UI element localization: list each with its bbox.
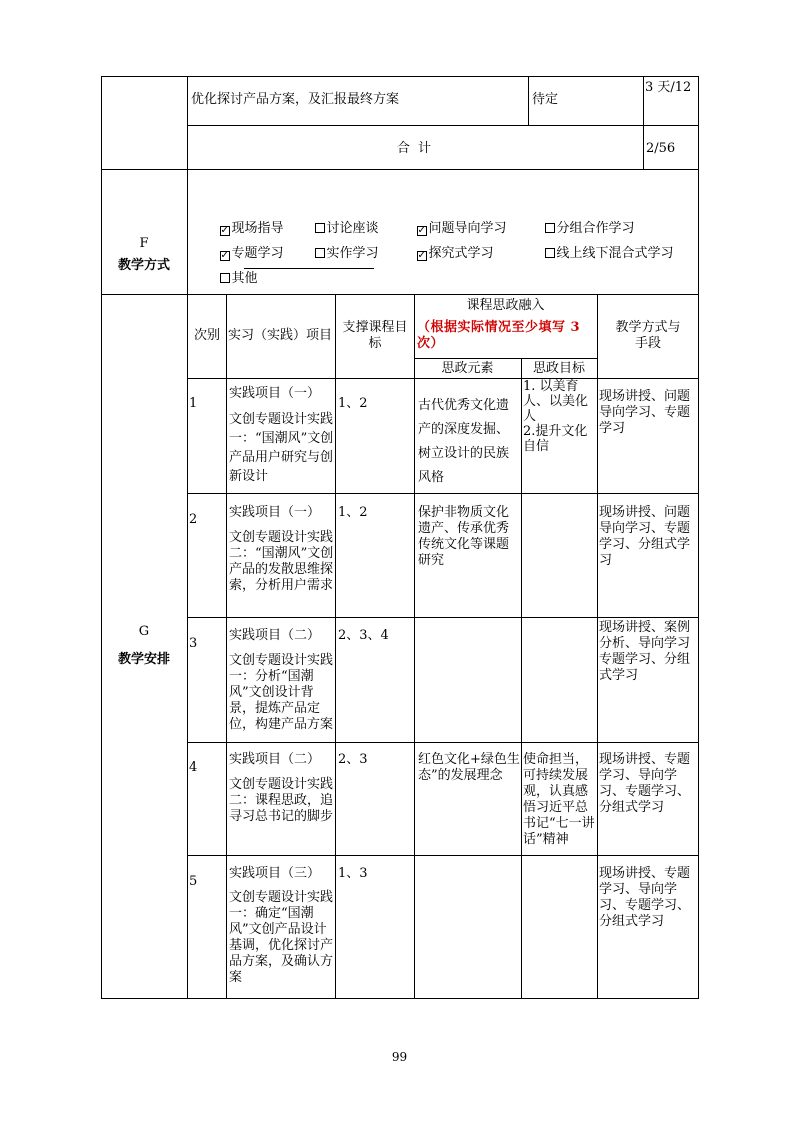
checkbox-checked-icon[interactable]: ✓ bbox=[220, 225, 229, 236]
section-g-title: 教学安排 bbox=[117, 652, 170, 667]
header-goal: 支撑课程目标 bbox=[342, 320, 408, 351]
row-desc: 文创专题设计实践一：确定“国潮风”文创产品设计基调，优化探讨产品方案，及确认方案 bbox=[229, 890, 334, 985]
option-label: 专题学习 bbox=[231, 246, 284, 261]
page-number: 99 bbox=[391, 1050, 408, 1064]
row-ideo-goal: 使命担当，可持续发展观，认真感悟习近平总书记“七一讲话”精神 bbox=[523, 752, 595, 847]
option-label: 探究式学习 bbox=[428, 246, 494, 261]
total-value: 2/56 bbox=[646, 141, 676, 156]
option-label: 其他 bbox=[231, 271, 258, 286]
checkbox-icon[interactable] bbox=[220, 273, 230, 283]
section-f-title: 教学方式 bbox=[117, 258, 170, 273]
checkbox-checked-icon[interactable]: ✓ bbox=[417, 225, 426, 236]
header-element: 思政元素 bbox=[441, 361, 494, 376]
row-goal: 1、2 bbox=[338, 396, 368, 411]
option-label: 讨论座谈 bbox=[326, 221, 379, 236]
plan-status-cell: 待定 bbox=[532, 92, 559, 107]
option-label: 问题导向学习 bbox=[428, 221, 507, 236]
option-label: 线上线下混合式学习 bbox=[556, 246, 674, 261]
row-desc: 文创专题设计实践一：分析“国潮风”文创设计背景，提炼产品定位，构建产品方案 bbox=[229, 653, 334, 732]
other-fill-line bbox=[244, 268, 374, 269]
row-goal: 1、3 bbox=[338, 866, 368, 881]
row-method: 现场讲授、问题导向学习、专题学习、分组式学习 bbox=[599, 505, 691, 568]
option-label: 实作学习 bbox=[326, 246, 379, 261]
row-method: 现场讲授、案例分析、导向学习专题学习、分组式学习 bbox=[599, 620, 691, 683]
checkbox-checked-icon[interactable]: ✓ bbox=[417, 250, 426, 261]
row-order: 3 bbox=[189, 636, 198, 651]
row-goal: 2、3、4 bbox=[338, 628, 389, 643]
header-ideo: 课程思政融入 bbox=[466, 298, 545, 313]
row-title: 实践项目（三） bbox=[229, 866, 321, 881]
row-order: 4 bbox=[189, 760, 198, 775]
row-order: 1 bbox=[189, 396, 198, 411]
option-label: 分组合作学习 bbox=[556, 221, 635, 236]
section-g-code: G bbox=[138, 624, 150, 639]
row-order: 2 bbox=[189, 512, 198, 527]
option-practical[interactable] bbox=[298, 230, 379, 262]
option-blended[interactable] bbox=[528, 230, 674, 262]
row-method: 现场讲授、专题学习、导向学习、专题学习、分组式学习 bbox=[599, 752, 691, 815]
section-f-code: F bbox=[139, 236, 149, 251]
row-title: 实践项目（一） bbox=[229, 505, 321, 520]
row-method: 现场讲授、问题导向学习、专题学习 bbox=[599, 389, 691, 436]
row-desc: 文创专题设计实践二：课程思政，追寻习总书记的脚步 bbox=[229, 777, 334, 824]
row-element: 保护非物质文化遗产、传承优秀传统文化等课题研究 bbox=[418, 505, 510, 568]
row-title: 实践项目（二） bbox=[229, 752, 321, 767]
row-desc: 文创专题设计实践一：“国潮风”文创产品用户研究与创新设计 bbox=[229, 412, 334, 484]
plan-content-cell: 优化探讨产品方案，及汇报最终方案 bbox=[191, 92, 400, 107]
row-element: 红色文化+绿色生态”的发展理念 bbox=[418, 752, 520, 783]
row-goal: 2、3 bbox=[338, 752, 368, 767]
row-ideo-goal: 1. 以美育人、以美化人 2.提升文化自信 bbox=[523, 379, 589, 454]
checkbox-checked-icon[interactable]: ✓ bbox=[220, 250, 229, 261]
plan-hours-cell: 3 天/12 bbox=[645, 80, 692, 95]
row-title: 实践项目（二） bbox=[229, 628, 321, 643]
header-ideo-goal: 思政目标 bbox=[532, 361, 585, 376]
header-order: 次别 bbox=[193, 328, 220, 343]
total-label: 合 计 bbox=[396, 141, 434, 156]
option-label: 现场指导 bbox=[231, 221, 284, 236]
option-inquiry[interactable] bbox=[400, 230, 494, 262]
row-goal: 1、2 bbox=[338, 505, 368, 520]
checkbox-icon[interactable] bbox=[315, 248, 325, 258]
checkbox-icon[interactable] bbox=[545, 248, 555, 258]
row-order: 5 bbox=[189, 874, 198, 889]
row-desc: 文创专题设计实践二：“国潮风”文创产品的发散思维探索，分析用户需求 bbox=[229, 530, 334, 593]
row-element: 古代优秀文化遗产的深度发掘、树立设计的民族风格 bbox=[418, 398, 510, 485]
header-ideo-note: （根据实际情况至少填写 3 次） bbox=[417, 320, 586, 351]
header-method: 教学方式与手段 bbox=[615, 320, 681, 351]
header-item: 实习（实践）项目 bbox=[228, 328, 333, 343]
option-other[interactable] bbox=[203, 255, 258, 287]
row-method: 现场讲授、专题学习、导向学习、专题学习、分组式学习 bbox=[599, 866, 691, 929]
row-title: 实践项目（一） bbox=[229, 386, 321, 401]
